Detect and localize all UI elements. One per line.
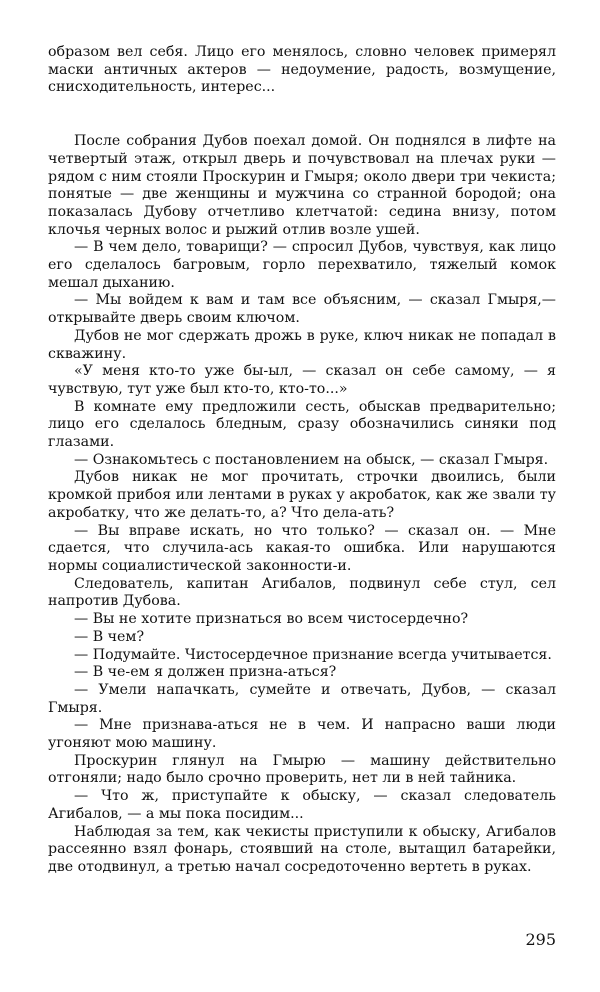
paragraph: Дубов никак не мог прочитать, строчки двоились, были кромкой прибоя или лентами в руках у акробаток, как же звали ту акробатку, что же делать-то, а? Что дела-ать? — [48, 469, 556, 521]
paragraph: «У меня кто-то уже бы-ыл, — сказал он себе самому, — я чувствую, тут уже был кто-то, кто-то...» — [48, 363, 556, 397]
paragraph: — Что ж, приступайте к обыску, — сказал следователь Агибалов, — а мы пока посидим... — [48, 788, 556, 822]
paragraph: В комнате ему предложили сесть, обыскав предварительно; лицо его сделалось бледным, сразу обозначились синяки под глазами. — [48, 398, 556, 451]
paragraph: — Вы не хотите признаться во всем чистосердечно? — [74, 611, 469, 628]
paragraph: — Подумайте. Чистосердечное признание всегда учитывается. — [74, 646, 552, 663]
paragraph: — В че-ем я должен призна-аться? — [74, 664, 337, 681]
paragraph: Дубов не мог сдержать дрожь в руке, ключ никак не попадал в скважину. — [48, 327, 556, 362]
paragraph: — Мне признава-аться не в чем. И напрасно ваши люди угоняют мою машину. — [48, 717, 556, 752]
paragraph: Наблюдая за тем, как чекисты приступили к обыску, Агибалов рассеянно взял фонарь, стоявший на столе, вытащил батарейки, две отодвинул, а третью начал сосредоточенно вертеть в руках. — [48, 823, 556, 875]
paragraph: — Ознакомьтесь с постановлением на обыск, — сказал Гмыря. — [74, 451, 549, 468]
paragraph: — В чем? — [74, 628, 145, 645]
paragraph: Проскурин глянул на Гмырю — машину действительно отгоняли; надо было срочно проверить, нет ли в ней тайника. — [48, 752, 556, 787]
paragraph: Следователь, капитан Агибалов, подвинул себе стул, сел напротив Дубова. — [48, 575, 556, 610]
paragraph: — Мы войдем к вам и там все объясним, — сказал Гмыря,— открывайте дверь своим ключом. — [48, 292, 556, 327]
paragraph: — Умели напачкать, сумейте и отвечать, Дубов, — сказал Гмыря. — [48, 681, 556, 716]
body-text — [48, 44, 556, 877]
paragraph: После собрания Дубов поехал домой. Он поднялся в лифте на четвертый этаж, открыл дверь и почувствовал на плечах руки — рядом с ним стояли Проскурин и Гмыря; около двери три чекиста; понятые — две женщины и мужчина со странной бородой; она показалась Дубову отчетливо клетчатой: седина внизу, потом клочья черных волос и рыжий отлив возле ушей. — [48, 133, 556, 238]
paragraph: образом вел себя. Лицо его менялось, словно человек примерял маски античных актеров — недоумение, радость, возмущение, снисходительность, интерес... — [48, 44, 556, 96]
paragraph: — В чем дело, товарищи? — спросил Дубов, чувствуя, как лицо его сделалось багровым, горло перехватило, тяжелый комок мешал дыханию. — [48, 239, 556, 291]
section-break — [48, 97, 556, 133]
paragraph: — Вы вправе искать, но что только? — сказал он. — Мне сдается, что случила-ась какая-то ошибка. Или нарушаются нормы социалистической законности-и. — [48, 522, 556, 574]
page-number: 295 — [525, 930, 556, 949]
